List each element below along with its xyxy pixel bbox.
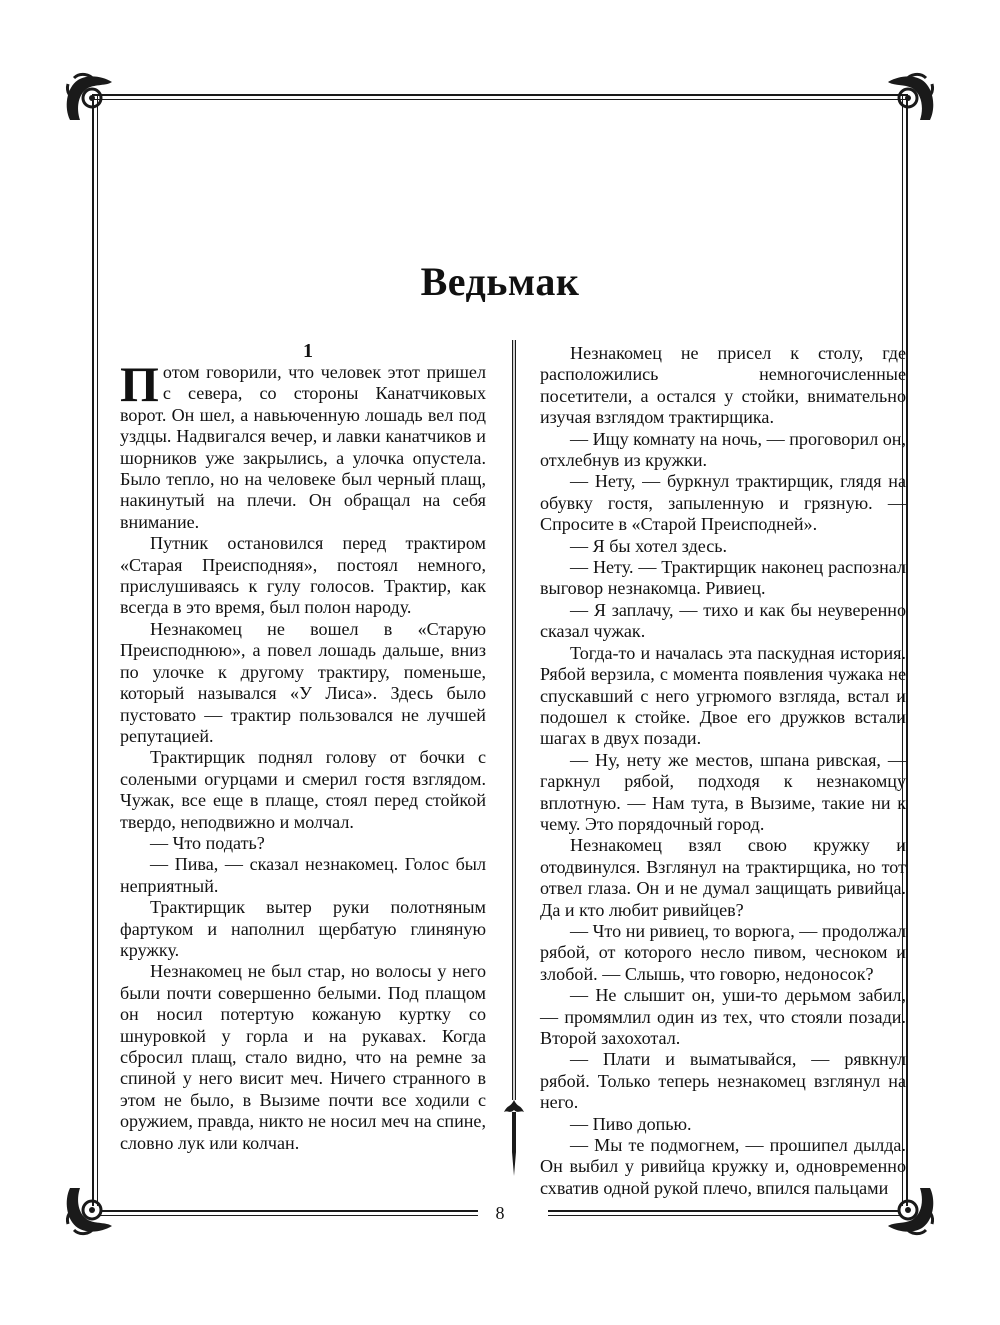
paragraph: — Нету. — Трактирщик наконец распознал выговор незнакомца. Ривиец. [540, 557, 906, 599]
paragraph: Путник остановился перед трактиром «Старая Преисподняя», постоял немного, прислушиваясь к гулу голосов. Трактир, как всегда в это время, был полон народу. [120, 533, 486, 618]
paragraph: — Что подать? [150, 832, 265, 853]
paragraph: Тогда-то и началась эта паскудная история. Рябой верзила, с момента появления чужака не спускавший с него угрюмого взгляда, встал и подошел к стойке. Двое его дружков встали шагах в двух позади. [540, 642, 906, 749]
frame-top-line-inner [92, 99, 908, 100]
paragraph: Потом говорили, что человек этот пришел с севера, со стороны Канатчиковых ворот. Он шел, а навьюченную лошадь вел под уздцы. Надвигался вечер, и лавки канатчиков и шорников уже закрылись, а улочка опустела. Было тепло, но на человеке был черный плащ, накинутый на плечи. Он обращал на себя внимание. [120, 356, 486, 532]
column-divider-sword-icon [500, 1096, 528, 1180]
page-title: Ведьмак [420, 259, 580, 304]
column-divider-ornament [511, 340, 517, 1180]
paragraph: — Я заплачу, — тихо и как бы неуверенно сказал чужак. [540, 599, 906, 642]
paragraph: — Что ни ривиец, то ворюга, — продолжал рябой, от которого несло пивом, чесноком и злобой. — Слышь, что говорю, недоносок? [540, 920, 906, 984]
corner-ornament-top-left [62, 68, 122, 128]
paragraph: — Пиво допью. [570, 1113, 692, 1134]
corner-ornament-top-right [878, 68, 938, 128]
paragraph: Трактирщик поднял голову от бочки с солеными огурцами и смерил гостя взглядом. Чужак, все еще в плаще, стоял перед стойкой твердо, неподвижно и молчал. [120, 747, 486, 832]
paragraph: Незнакомец не присел к столу, где расположились немногочисленные посетители, а остался у стойки, внимательно изучая взглядом трактирщика. [540, 343, 906, 428]
paragraph: — Пива, — сказал незнакомец. Голос был неприятный. [120, 854, 486, 896]
paragraph: — Не слышит он, уши-то дерьмом забил, — промямлил один из тех, что стояли позади. Второй захохотал. [540, 985, 906, 1048]
paragraph: Незнакомец взял свою кружку и отодвинулся. Взглянул на трактирщика, но тот отвел глаза. Он и не думал защищать ривийца. Да и кто любит ривийцев? [540, 835, 906, 920]
paragraph: — Ищу комнату на ночь, — проговорил он, отхлебнув из кружки. [540, 428, 907, 471]
paragraph: — Мы те подмогнем, — прошипел дылда. Он выбил у ривийца кружку и, одновременно схватив одной рукой плечо, впился пальцами [540, 1135, 906, 1198]
drop-cap: П [120, 356, 159, 412]
page-number: 8 [495, 1203, 505, 1223]
frame-top-line [92, 94, 908, 96]
left-text-column [120, 340, 486, 1154]
paragraph: Незнакомец не был стар, но волосы у него были почти совершенно белыми. Под плащом он носил потертую кожаную куртку со шнуровкой у горла и на рукавах. Когда сбросил плащ, стало видно, что на ремне за спиной у него висит меч. Ничего странного в этом не было, в Вызиме почти все ходили с оружием, правда, никто не носил меч на спине, словно лук или колчан. [120, 961, 486, 1153]
paragraph: Трактирщик вытер руки полотняным фартуком и наполнил щербатую глиняную кружку. [120, 897, 486, 960]
paragraph: — Я бы хотел здесь. [570, 535, 728, 556]
paragraph: — Нету, — буркнул трактирщик, глядя на обувку гостя, запыленную и грязную. — Спросите в «Старой Преисподней». [540, 471, 906, 535]
right-text-column [540, 343, 906, 1199]
chapter-number: 1 [303, 340, 313, 362]
paragraph: — Ну, нету же местов, шпана ривская, — гаркнул рябой, подходя к незнакомцу вплотную. — Нам тута, в Вызиме, такие ни к чему. Это порядочный город. [540, 749, 906, 834]
paragraph: — Плати и выматывайся, — рявкнул рябой. Только теперь незнакомец взглянул на него. [540, 1049, 906, 1113]
paragraph: Незнакомец не вошел в «Старую Преисподнюю», а повел лошадь дальше, вниз по улочке к другому трактиру, поменьше, который назывался «У Лиса». Здесь было пустовато — трактир пользовался не лучшей репутацией. [120, 618, 486, 746]
